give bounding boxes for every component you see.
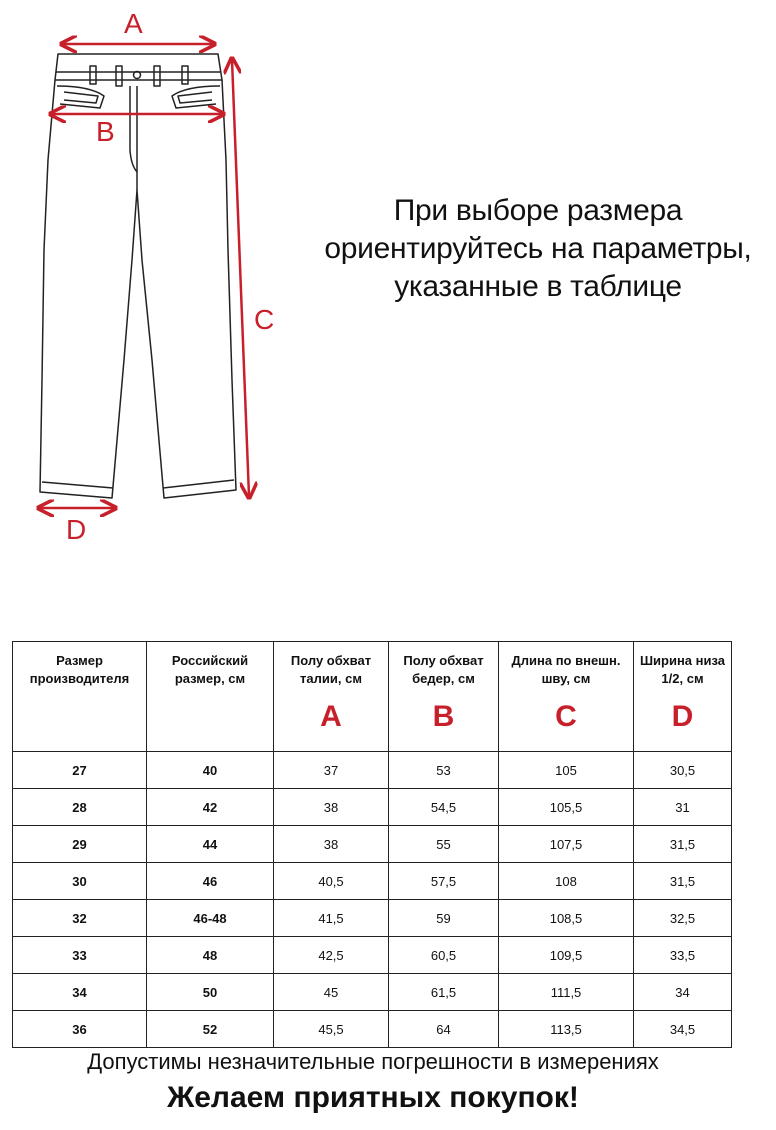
headline-line-2: ориентируйтесь на параметры,: [324, 232, 752, 265]
headline-line-3: указанные в таблице: [394, 270, 682, 303]
table-cell: 105,5: [499, 789, 634, 826]
headline-line-1: При выборе размера: [393, 194, 683, 227]
table-row: [13, 826, 732, 863]
table-cell: 45,5: [274, 1011, 389, 1048]
table-cell: 105: [499, 752, 634, 789]
table-cell: 60,5: [389, 937, 499, 974]
table-cell: 50: [147, 974, 274, 1011]
table-cell: 32,5: [634, 900, 732, 937]
table-cell: 31,5: [634, 826, 732, 863]
column-letter-b: B: [432, 700, 455, 733]
table-row: [13, 974, 732, 1011]
table-cell: 108: [499, 863, 634, 900]
column-header-russian-size: Российский размер, см: [147, 642, 274, 752]
table-cell: 59: [389, 900, 499, 937]
column-letter-a: A: [320, 700, 342, 733]
table-cell: 113,5: [499, 1011, 634, 1048]
dimension-label-b: B: [96, 116, 115, 147]
column-letter-c: C: [555, 700, 577, 733]
table-cell: 44: [147, 826, 274, 863]
table-row: [13, 752, 732, 789]
column-header-hips: Полу обхват бедер, см B: [389, 642, 499, 752]
table-cell: 33: [13, 937, 147, 974]
table-cell: 34: [13, 974, 147, 1011]
table-cell: 28: [13, 789, 147, 826]
table-cell: 111,5: [499, 974, 634, 1011]
dimension-label-c: C: [254, 304, 275, 335]
table-cell: 31: [634, 789, 732, 826]
shopping-wish: Желаем приятных покупок!: [167, 1081, 579, 1114]
table-cell: 42: [147, 789, 274, 826]
table-row: [13, 900, 732, 937]
column-header-manufacturer-size: Размер производителя: [13, 642, 147, 752]
table-row: [13, 863, 732, 900]
table-cell: 38: [274, 826, 389, 863]
jeans-outline-icon: [40, 54, 236, 498]
dimension-label-a: A: [124, 8, 143, 39]
table-cell: 109,5: [499, 937, 634, 974]
table-row: [13, 789, 732, 826]
table-cell: 40: [147, 752, 274, 789]
table-cell: 41,5: [274, 900, 389, 937]
table-header-row: [13, 642, 732, 752]
table-cell: 46: [147, 863, 274, 900]
table-cell: 27: [13, 752, 147, 789]
table-cell: 54,5: [389, 789, 499, 826]
table-cell: 48: [147, 937, 274, 974]
table-cell: 64: [389, 1011, 499, 1048]
size-table: [12, 641, 732, 1048]
column-header-hem-width: Ширина низа 1/2, см D: [634, 642, 732, 752]
column-header-length: Длина по внешн. шву, см C: [499, 642, 634, 752]
size-advice-headline: [300, 192, 776, 306]
table-cell: 37: [274, 752, 389, 789]
table-cell: 32: [13, 900, 147, 937]
table-cell: 36: [13, 1011, 147, 1048]
table-cell: 34,5: [634, 1011, 732, 1048]
measurement-tolerance-note: Допустимы незначительные погрешности в измерениях: [87, 1049, 659, 1074]
table-cell: 42,5: [274, 937, 389, 974]
table-cell: 34: [634, 974, 732, 1011]
table-cell: 38: [274, 789, 389, 826]
table-row: [13, 1011, 732, 1048]
table-cell: 108,5: [499, 900, 634, 937]
table-cell: 30: [13, 863, 147, 900]
table-cell: 52: [147, 1011, 274, 1048]
table-cell: 61,5: [389, 974, 499, 1011]
table-cell: 40,5: [274, 863, 389, 900]
table-cell: 46-48: [147, 900, 274, 937]
table-cell: 45: [274, 974, 389, 1011]
jeans-diagram: [0, 0, 300, 560]
table-cell: 107,5: [499, 826, 634, 863]
table-cell: 31,5: [634, 863, 732, 900]
column-header-waist: Полу обхват талии, см A: [274, 642, 389, 752]
table-cell: 57,5: [389, 863, 499, 900]
table-cell: 33,5: [634, 937, 732, 974]
table-row: [13, 937, 732, 974]
table-cell: 30,5: [634, 752, 732, 789]
table-cell: 53: [389, 752, 499, 789]
table-cell: 55: [389, 826, 499, 863]
dimension-label-d: D: [66, 514, 87, 545]
table-cell: 29: [13, 826, 147, 863]
column-letter-d: D: [671, 700, 694, 733]
